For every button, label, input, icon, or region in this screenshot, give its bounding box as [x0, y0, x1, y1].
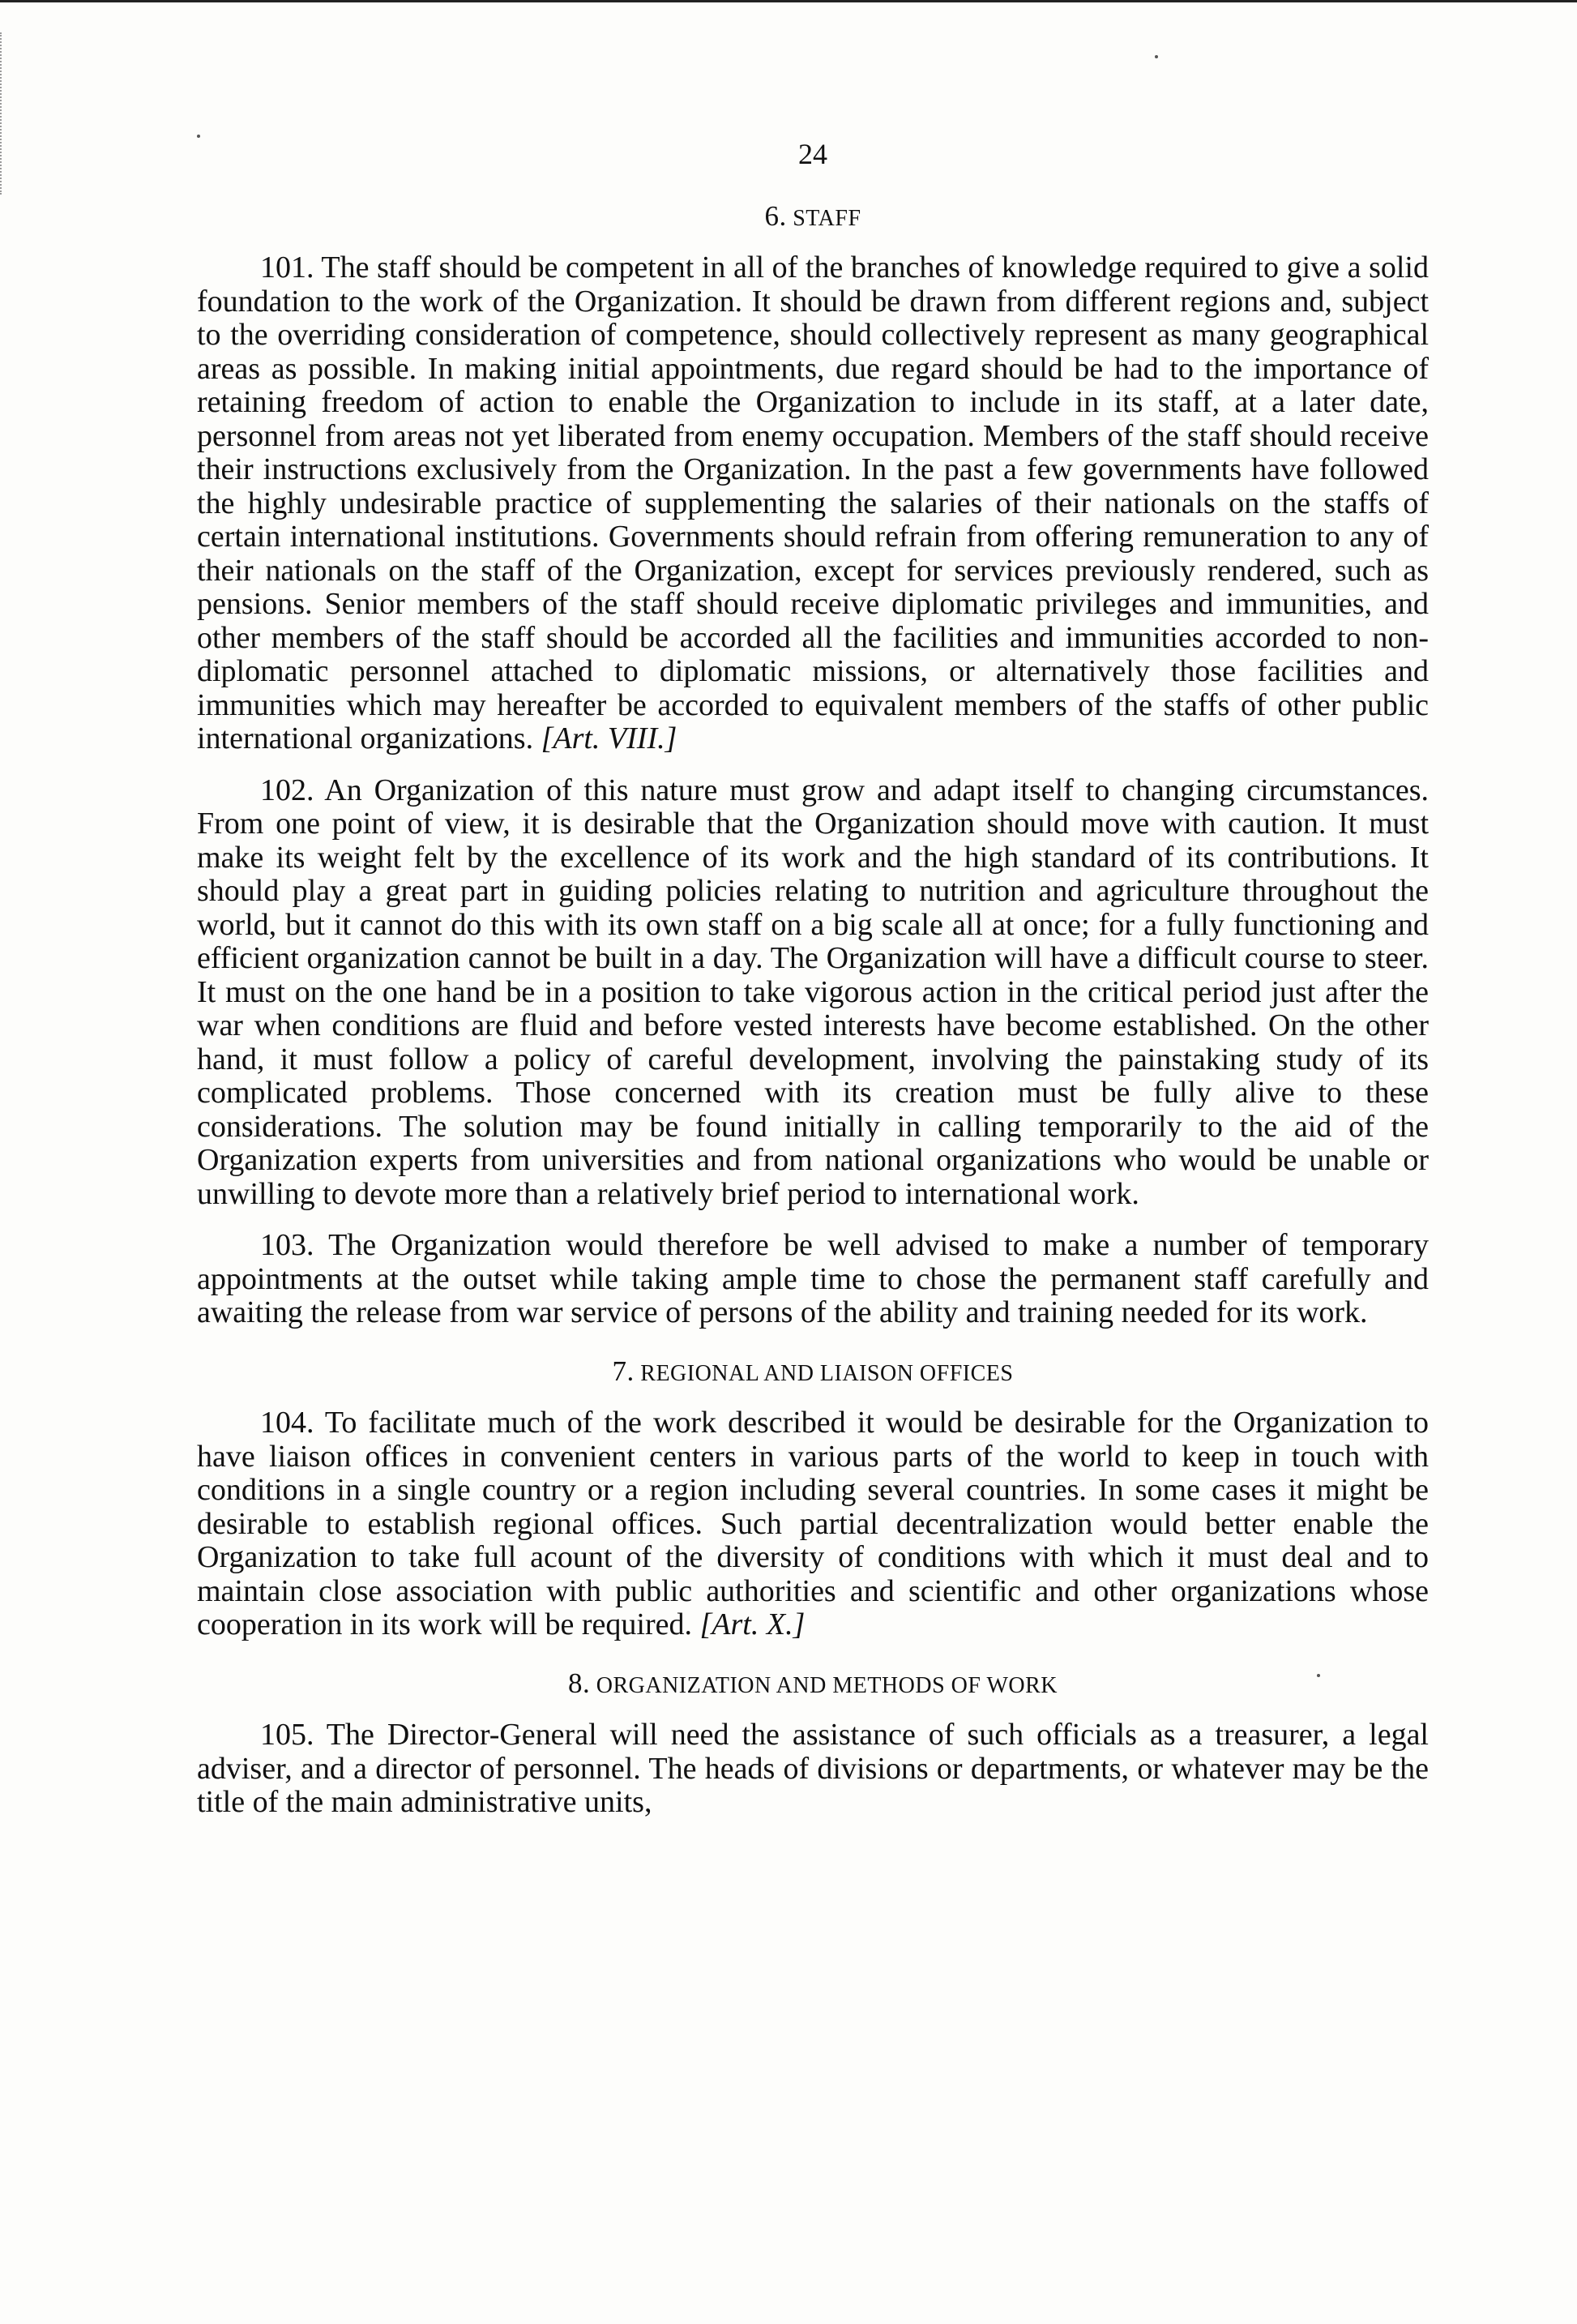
paragraph-104: 104. To facilitate much of the work described it would be desirable for the Organization to have liaison offices in convenient centers in various parts of the world to keep in touch with conditions in a single country or a region including several countries. In some cases it might be desirable to establish regional offices. Such partial decentralization would better enable the Organization to take full acount of the diversity of conditions with which it must deal and to maintain close association with public authorities and scientific and other organizations whose cooperation in its work will be required. [Art. X.] — [197, 1406, 1429, 1641]
section-heading-regional-liaison-offices — [197, 1355, 1429, 1391]
section-number: 7. — [612, 1355, 635, 1387]
left-binding-edge — [0, 32, 4, 195]
paragraph-102: 102. An Organization of this nature must grow and adapt itself to changing circumstances. From one point of view, it is desirable that the Organization should move with caution. It must make its weight felt by the excellence of its work and the high standard of its contributions. It should play a great part in guiding policies relating to nutrition and agriculture throughout the world, but it cannot do this with its own staff on a big scale all at once; for a fully functioning and efficient organization cannot be built in a day. The Organization will have a difficult course to steer. It must on the one hand be in a position to take vigorous action in the critical period just after the war when conditions are fluid and before vested interests have become established. On the other hand, it must follow a policy of careful development, involving the painstaking study of its complicated problems. Those concerned with its creation must be fully alive to these considerations. The solution may be found initially in calling temporarily to the aid of the Organization experts from universities and from national organizations who would be unable or unwilling to devote more than a relatively brief period to international work. — [197, 773, 1429, 1211]
article-reference: [Art. VIII.] — [541, 721, 677, 755]
section-title: STAFF — [793, 205, 861, 231]
section-heading-staff — [197, 199, 1429, 236]
section-title: ORGANIZATION AND METHODS OF WORK — [596, 1672, 1058, 1698]
section-heading-organization-methods — [197, 1667, 1429, 1703]
article-reference: [Art. X.] — [699, 1607, 806, 1641]
section-title: REGIONAL AND LIAISON OFFICES — [640, 1360, 1014, 1386]
paragraph-105: 105. The Director-General will need the assistance of such officials as a treasurer, a legal adviser, and a director of personnel. The heads of divisions or departments, or whatever may be the title of the main administrative units, — [197, 1718, 1429, 1819]
scan-speck — [1155, 55, 1158, 58]
page-content — [197, 138, 1429, 1820]
top-border-line — [0, 0, 1577, 2]
section-number: 6. — [764, 199, 787, 232]
paragraph-103: 103. The Organization would therefore be well advised to make a number of temporary appointments at the outset while taking ample time to chose the permanent staff carefully and awaiting the release from war service of persons of the ability and training needed for its work. — [197, 1228, 1429, 1329]
page-number: 24 — [798, 138, 827, 170]
section-number: 8. — [567, 1667, 591, 1699]
paragraph-101: 101. The staff should be competent in all of the branches of knowledge required to give a solid foundation to the work of the Organization. It should be drawn from different regions and, subject to the overriding consideration of competence, should collectively represent as many geographical areas as possible. In making initial appointments, due regard should be had to the importance of retaining freedom of action to enable the Organization to include in its staff, at a later date, personnel from areas not yet liberated from enemy occupation. Members of the staff should receive their instructions exclusively from the Organization. In the past a few governments have followed the highly undesirable practice of supplementing the salaries of their nationals on the staffs of certain international institutions. Governments should refrain from offering remuneration to any of their nationals on the staff of the Organization, except for services previously rendered, such as pensions. Senior members of the staff should receive diplomatic privileges and immunities, and other members of the staff should be accorded all the facilities and immunities accorded to non-diplomatic personnel attached to diplomatic missions, or alternatively those facilities and immunities which may hereafter be accorded to equivalent members of the staffs of other public international organizations. [Art. VIII.] — [197, 250, 1429, 755]
